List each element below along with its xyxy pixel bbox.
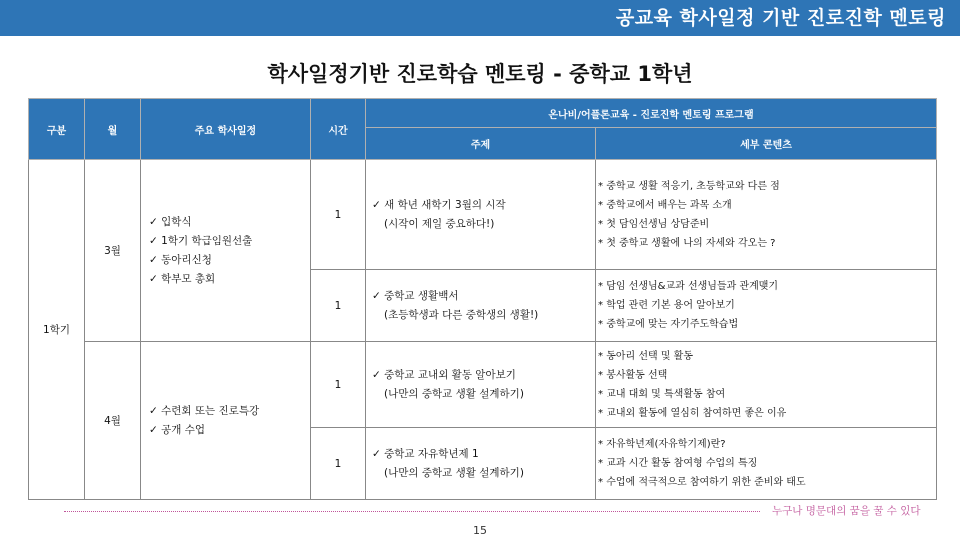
schedule-item: ✓ 동아리신청 xyxy=(149,253,212,266)
schedule-item: ✓ 입학식 xyxy=(149,215,192,228)
topic-cell: ✓ 중학교 교내외 활동 알아보기 (나만의 중학교 생활 설계하기) xyxy=(366,342,596,428)
table-row xyxy=(29,160,937,270)
header-topic: 주제 xyxy=(366,128,596,160)
details-cell: * 자유학년제(자유학기제)란? * 교과 시간 활동 참여형 수업의 특징 * 수업에 적극적으로 참여하기 위한 준비와 태도 xyxy=(596,428,937,500)
banner-title: 공교육 학사일정 기반 진로진학 멘토링 xyxy=(615,7,946,29)
header-details: 세부 콘텐츠 xyxy=(596,128,937,160)
details-cell: * 동아리 선택 및 활동 * 봉사활동 선택 * 교내 대회 및 특색활동 참여 * 교내외 활동에 열심히 참여하면 좋은 이유 xyxy=(596,342,937,428)
schedule-table xyxy=(28,98,937,500)
month-cell: 3월 xyxy=(85,160,141,342)
top-banner xyxy=(0,0,960,36)
topic-cell: ✓ 중학교 생활백서 (초등학생과 다른 중학생의 생활!) xyxy=(366,270,596,342)
schedule-cell xyxy=(141,160,311,342)
schedule-item: ✓ 공개 수업 xyxy=(149,423,206,436)
table-row xyxy=(29,342,937,428)
header-month: 월 xyxy=(85,99,141,160)
page-number: 15 xyxy=(473,524,487,537)
schedule-item: ✓ 1학기 학급임원선출 xyxy=(149,234,253,247)
hours-cell: 1 xyxy=(311,428,366,500)
schedule-item: ✓ 학부모 총회 xyxy=(149,272,216,285)
topic-cell: ✓ 중학교 자유학년제 1 (나만의 중학교 생활 설계하기) xyxy=(366,428,596,500)
details-cell: * 중학교 생활 적응기, 초등학교와 다른 점 * 중학교에서 배우는 과목 소개 * 첫 담임선생님 상담준비 * 첫 중학교 생활에 나의 자세와 각오는 ? xyxy=(596,160,937,270)
page-title: 학사일정기반 진로학습 멘토링 - 중학교 1학년 xyxy=(267,62,693,86)
footer-divider xyxy=(64,511,760,512)
header-program: 온나비/어플론교육 - 진로진학 멘토링 프로그램 xyxy=(366,99,937,128)
month-cell: 4월 xyxy=(85,342,141,500)
hours-cell: 1 xyxy=(311,342,366,428)
topic-cell: ✓ 새 학년 새학기 3월의 시작 (시작이 제일 중요하다!) xyxy=(366,160,596,270)
hours-cell: 1 xyxy=(311,160,366,270)
header-main-schedule: 주요 학사일정 xyxy=(141,99,311,160)
semester-cell: 1학기 xyxy=(29,160,85,500)
hours-cell: 1 xyxy=(311,270,366,342)
header-semester: 구분 xyxy=(29,99,85,160)
footer-slogan: 누구나 명문대의 꿈을 꿀 수 있다 xyxy=(772,505,921,517)
details-cell: * 담임 선생님&교과 선생님들과 관계맺기 * 학업 관련 기본 용어 알아보기 * 중학교에 맞는 자기주도학습법 xyxy=(596,270,937,342)
schedule-cell xyxy=(141,342,311,500)
header-hours: 시간 xyxy=(311,99,366,160)
schedule-item: ✓ 수련회 또는 진로특강 xyxy=(149,404,260,417)
